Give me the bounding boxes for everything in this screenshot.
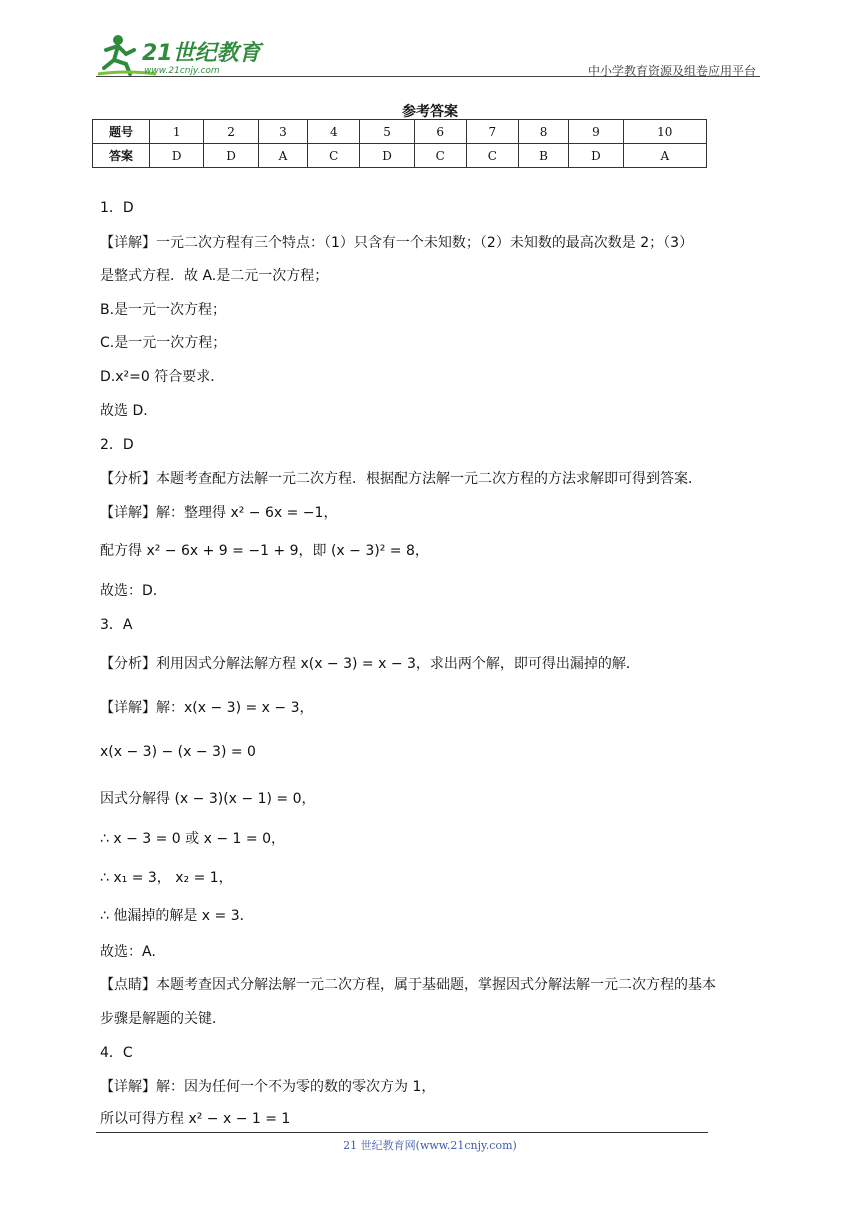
solution-line: 2．D — [100, 437, 134, 453]
solution-line: 【详解】解：x(x − 3) = x − 3， — [100, 700, 314, 716]
cell: 3 — [258, 120, 307, 144]
cell: D — [150, 144, 204, 168]
page-header — [96, 30, 760, 78]
solution-line: 故选：D. — [100, 583, 158, 599]
cell: 7 — [466, 120, 518, 144]
cell: 4 — [308, 120, 360, 144]
svg-text:www.21cnjy.com: www.21cnjy.com — [144, 66, 220, 76]
solution-line: 【详解】一元二次方程有三个特点：（1）只含有一个未知数；（2）未知数的最高次数是 2；（3） — [100, 235, 694, 251]
solution-line: 4．C — [100, 1045, 133, 1061]
solution-line: 故选：A. — [100, 944, 156, 960]
solution-line: ∴ x − 3 = 0 或 x − 1 = 0， — [100, 831, 285, 847]
solution-line: 步骤是解题的关键． — [100, 1011, 226, 1027]
header-divider — [96, 76, 760, 77]
row-label: 题号 — [93, 120, 150, 144]
cell: C — [466, 144, 518, 168]
solution-line: x(x − 3) − (x − 3) = 0 — [100, 744, 256, 760]
cell: 6 — [414, 120, 466, 144]
solution-line: 因式分解得 (x − 3)(x − 1) = 0， — [100, 791, 316, 807]
cell: 1 — [150, 120, 204, 144]
row-label: 答案 — [93, 144, 150, 168]
question-number-row — [93, 120, 707, 144]
cell: B — [518, 144, 568, 168]
cell: C — [308, 144, 360, 168]
footer-divider — [96, 1132, 708, 1133]
solution-line: ∴ x₁ = 3， x₂ = 1， — [100, 870, 233, 886]
answer-key-title: 参考答案 — [402, 104, 458, 120]
cell: 9 — [569, 120, 623, 144]
solution-line: D.x²=0 符合要求． — [100, 369, 225, 385]
platform-name: 中小学教育资源及组卷应用平台 — [587, 64, 756, 78]
answer-row — [93, 144, 707, 168]
solution-line: 【详解】解：整理得 x² − 6x = −1， — [100, 505, 338, 521]
footer-text: 21 世纪教育网(www.21cnjy.com) — [343, 1139, 517, 1152]
solution-line: 故选 D. — [100, 403, 148, 419]
solution-line: 1．D — [100, 200, 134, 216]
solution-line: 所以可得方程 x² − x − 1 = 1 — [100, 1111, 291, 1127]
solution-line: 【点睛】本题考查因式分解法解一元二次方程，属于基础题，掌握因式分解法解一元二次方程的基本 — [100, 977, 716, 993]
solution-line: 3．A — [100, 617, 133, 633]
cell: 2 — [204, 120, 258, 144]
cell: A — [258, 144, 307, 168]
solution-line: 配方得 x² − 6x + 9 = −1 + 9，即 (x − 3)² = 8， — [100, 543, 429, 559]
cell: 10 — [623, 120, 706, 144]
answer-key-table — [92, 119, 707, 168]
cell: D — [569, 144, 623, 168]
site-logo — [96, 30, 266, 78]
cell: 5 — [360, 120, 414, 144]
cell: A — [623, 144, 706, 168]
solution-line: 【分析】利用因式分解法解方程 x(x − 3) = x − 3，求出两个解，即可得出漏掉的解． — [100, 656, 640, 672]
svg-text:21世纪教育: 21世纪教育 — [142, 41, 261, 66]
solution-line: 是整式方程．故 A.是二元一次方程； — [100, 268, 329, 284]
solution-line: 【分析】本题考查配方法解一元二次方程．根据配方法解一元二次方程的方法求解即可得到答案． — [100, 471, 702, 487]
cell: C — [414, 144, 466, 168]
cell: 8 — [518, 120, 568, 144]
solution-line: B.是一元一次方程； — [100, 302, 227, 318]
solution-line: ∴ 他漏掉的解是 x = 3． — [100, 908, 254, 924]
solution-line: C.是一元一次方程； — [100, 335, 227, 351]
cell: D — [360, 144, 414, 168]
cell: D — [204, 144, 258, 168]
solution-line: 【详解】解：因为任何一个不为零的数的零次方为 1， — [100, 1079, 436, 1095]
